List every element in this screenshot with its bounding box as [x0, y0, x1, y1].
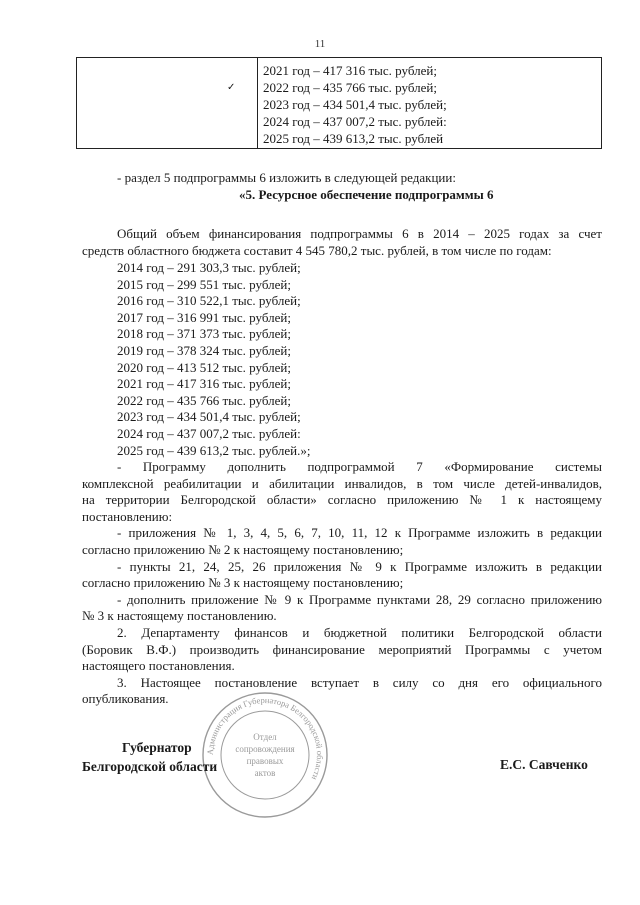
- paragraph-line: (Боровик В.Ф.) производить финансирование мероприятий Программы с учетом: [82, 641, 602, 657]
- signature-title-line: Губернатор: [122, 740, 192, 755]
- signature-title-line: Белгородской области: [82, 759, 218, 774]
- intro-block: [82, 170, 602, 203]
- list-item: 2021 год – 417 316 тыс. рублей;: [117, 376, 291, 392]
- paragraph-line: постановлению:: [82, 508, 173, 524]
- paragraph-line: - приложения № 1, 3, 4, 5, 6, 7, 10, 11, 12 к Программе изложить в редакции: [117, 525, 602, 541]
- stamp-line: Отдел: [253, 732, 277, 742]
- list-item: 2018 год – 371 373 тыс. рублей;: [117, 326, 291, 342]
- list-item: 2022 год – 435 766 тыс. рублей;: [117, 392, 291, 408]
- financing-paragraph: [82, 226, 602, 259]
- signature-title: [82, 738, 252, 776]
- stamp-line: сопровождения: [235, 744, 295, 754]
- paragraph-line: 2. Департаменту финансов и бюджетной политики Белгородской области: [117, 624, 602, 640]
- page-number: 11: [314, 38, 326, 50]
- paragraph-line: 3. Настоящее постановление вступает в силу со дня его официального: [117, 674, 602, 690]
- list-item: 2025 год – 439 613,2 тыс. рублей.»;: [117, 442, 311, 458]
- check-mark: ✓: [227, 82, 236, 93]
- list-item: 2015 год – 299 551 тыс. рублей;: [117, 276, 291, 292]
- list-item: 2020 год – 413 512 тыс. рублей;: [117, 359, 291, 375]
- signatory-name: Е.С. Савченко: [500, 757, 588, 772]
- paragraph-line: Общий объем финансирования подпрограммы 6 в 2014 – 2025 годах за счет: [117, 226, 602, 241]
- paragraph-line: согласно приложению № 3 к настоящему постановлению;: [82, 575, 404, 591]
- list-item: 2016 год – 310 522,1 тыс. рублей;: [117, 293, 301, 309]
- section-heading: «5. Ресурсное обеспечение подпрограммы 6: [239, 186, 494, 202]
- paragraph-line: средств областного бюджета составит 4 545 780,2 тыс. рублей, в том числе по годам:: [82, 242, 552, 258]
- list-item: 2019 год – 378 324 тыс. рублей;: [117, 342, 291, 358]
- stamp-line: правовых: [246, 756, 284, 766]
- paragraph-line: опубликования.: [82, 691, 169, 707]
- paragraph-line: - пункты 21, 24, 25, 26 приложения № 9 к Программе изложить в редакции: [117, 558, 602, 574]
- paragraph-line: - дополнить приложение № 9 к Программе пунктами 28, 29 согласно приложению: [117, 591, 602, 607]
- intro-line: - раздел 5 подпрограммы 6 изложить в следующей редакции:: [117, 170, 456, 185]
- list-item: 2024 год – 437 007,2 тыс. рублей:: [117, 425, 301, 441]
- table-row: 2021 год – 417 316 тыс. рублей;: [263, 63, 437, 78]
- year-list: [82, 260, 637, 459]
- table-row: 2024 год – 437 007,2 тыс. рублей:: [263, 114, 447, 129]
- table-row: 2022 год – 435 766 тыс. рублей;: [263, 80, 437, 95]
- paragraph-line: настоящего постановления.: [82, 658, 235, 674]
- paragraph-line: № 3 к настоящему постановлению.: [82, 608, 277, 624]
- list-item: 2017 год – 316 991 тыс. рублей;: [117, 309, 291, 325]
- stamp-ring-text: Администрация Губернатора Белгородской области: [204, 694, 326, 782]
- table-left-cell: [77, 58, 258, 149]
- stamp-line: актов: [254, 768, 276, 778]
- program-paragraph: [82, 459, 602, 708]
- paragraph-line: комплексной реабилитации и абилитации инвалидов, в том числе детей-инвалидов,: [82, 475, 602, 491]
- list-item: 2023 год – 434 501,4 тыс. рублей;: [117, 409, 301, 425]
- table-right-cell: [258, 58, 602, 149]
- table-row: 2023 год – 434 501,4 тыс. рублей;: [263, 97, 447, 112]
- table-row: 2025 год – 439 613,2 тыс. рублей: [263, 131, 444, 146]
- financing-continuation-table: [76, 57, 602, 149]
- paragraph-line: согласно приложению № 2 к настоящему постановлению;: [82, 541, 404, 557]
- list-item: 2014 год – 291 303,3 тыс. рублей;: [117, 260, 301, 275]
- paragraph-line: - Программу дополнить подпрограммой 7 «Формирование системы: [117, 459, 602, 474]
- paragraph-line: на территории Белгородской области» согласно приложению № 1 к настоящему: [82, 492, 602, 508]
